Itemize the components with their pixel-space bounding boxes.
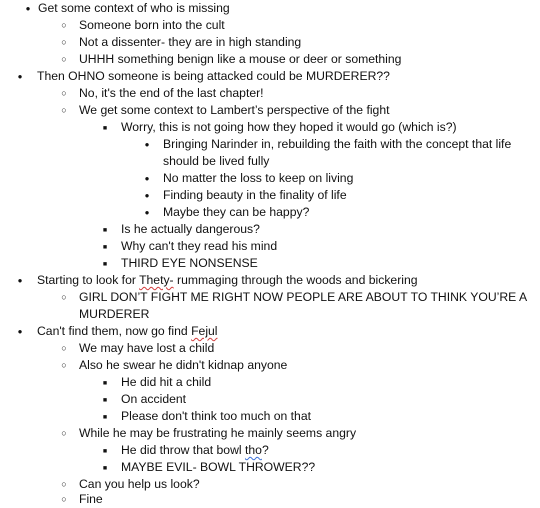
- list-item: [141, 187, 347, 204]
- list-item: [99, 408, 311, 425]
- bullet-disc: [141, 204, 153, 221]
- text-segment: Starting to look for: [37, 273, 140, 287]
- list-item-text: [37, 324, 218, 338]
- list-item-text: Fine: [79, 492, 103, 506]
- list-item-text: Why can't they read his mind: [121, 239, 278, 253]
- list-item: [99, 255, 258, 272]
- list-item: [58, 491, 103, 508]
- list-item-text: THIRD EYE NONSENSE: [121, 256, 258, 270]
- text-segment: rummaging through the woods and bickering: [173, 273, 418, 287]
- list-item-text: We get some context to Lambert’s perspective of the fight: [79, 103, 390, 117]
- list-item-text: Please don't think too much on that: [121, 409, 312, 423]
- list-item-text: No matter the loss to keep on living: [163, 171, 354, 185]
- bullet-circle: [58, 17, 70, 34]
- list-item-text: On accident: [121, 392, 187, 406]
- bullet-circle: [58, 34, 70, 51]
- bullet-disc: [141, 170, 153, 187]
- list-item: [14, 323, 218, 340]
- list-item-continuation: [79, 306, 149, 323]
- list-item-text: Then OHNO someone is being attacked could be MURDERER??: [37, 69, 390, 83]
- list-item: [99, 391, 186, 408]
- list-item-text: Bringing Narinder in, rebuilding the faith with the concept that life: [163, 137, 512, 151]
- list-item-text: Someone born into the cult: [79, 18, 225, 32]
- bullet-disc: [141, 136, 153, 153]
- list-item-continuation: [163, 153, 269, 170]
- list-item-text: Can you help us look?: [79, 477, 200, 491]
- bullet-circle: [58, 51, 70, 68]
- text-segment: ?: [261, 443, 269, 457]
- bullet-square: [99, 442, 111, 460]
- grammar-flagged-word[interactable]: tho: [244, 443, 262, 457]
- list-item: [58, 340, 214, 357]
- list-item-text: Not a dissenter- they are in high standing: [79, 35, 302, 49]
- bullet-disc: [14, 272, 26, 289]
- list-item: [141, 204, 309, 221]
- bullet-square: [99, 391, 111, 409]
- list-item-text: While he may be frustrating he mainly seems angry: [79, 426, 357, 440]
- list-item: [141, 136, 511, 153]
- list-item: [58, 357, 287, 374]
- list-item-text: MURDERER: [79, 307, 150, 321]
- list-item: [58, 289, 527, 306]
- list-item: [58, 425, 356, 442]
- bullet-circle: [58, 425, 70, 442]
- bullet-circle: [58, 340, 70, 357]
- list-item-text: GIRL DON’T FIGHT ME RIGHT NOW PEOPLE ARE ABOUT TO THINK YOU’RE A: [79, 290, 528, 304]
- list-item: [58, 51, 401, 68]
- list-item-text: Worry, this is not going how they hoped it would go (which is?): [121, 120, 457, 134]
- list-item-text: [37, 273, 418, 287]
- list-item-text: Maybe they can be happy?: [163, 205, 310, 219]
- bullet-square: [99, 374, 111, 392]
- list-item: [99, 459, 315, 476]
- list-item-text: No, it's the end of the last chapter!: [79, 86, 264, 100]
- list-item-text: He did hit a child: [121, 375, 212, 389]
- list-item: [22, 0, 230, 17]
- bullet-circle: [58, 491, 70, 508]
- spellcheck-flagged-word[interactable]: Thety-: [139, 273, 174, 287]
- list-item: [99, 119, 457, 136]
- spellcheck-flagged-word[interactable]: Fejul: [191, 324, 218, 338]
- bullet-disc: [22, 0, 34, 17]
- list-item: [99, 238, 277, 255]
- list-item: [99, 374, 211, 391]
- list-item: [58, 34, 301, 51]
- list-item-text: should be lived fully: [163, 154, 270, 168]
- list-item: [99, 442, 269, 459]
- bullet-square: [99, 221, 111, 239]
- bullet-square: [99, 238, 111, 256]
- text-segment: Can't find them, now go find: [37, 324, 192, 338]
- list-item-text: MAYBE EVIL- BOWL THROWER??: [121, 460, 316, 474]
- bullet-disc: [14, 68, 26, 85]
- text-segment: He did throw that bowl: [121, 443, 245, 457]
- bullet-square: [99, 408, 111, 426]
- list-item: [14, 68, 390, 85]
- list-item-text: We may have lost a child: [79, 341, 215, 355]
- bullet-circle: [58, 357, 70, 374]
- bullet-circle: [58, 102, 70, 119]
- list-item-text: Finding beauty in the finality of life: [163, 188, 347, 202]
- list-item: [141, 170, 353, 187]
- list-item-text: Also he swear he didn't kidnap anyone: [79, 358, 288, 372]
- list-item-text: Is he actually dangerous?: [121, 222, 260, 236]
- list-item-text: Get some context of who is missing: [38, 1, 230, 15]
- bullet-square: [99, 459, 111, 477]
- list-item-text: [121, 443, 269, 457]
- list-item-text: UHHH something benign like a mouse or deer or something: [79, 52, 402, 66]
- list-item: [58, 85, 264, 102]
- list-item: [58, 17, 225, 34]
- bullet-disc: [141, 187, 153, 204]
- bullet-square: [99, 255, 111, 273]
- bullet-circle: [58, 289, 70, 306]
- list-item: [99, 221, 260, 238]
- list-item: [14, 272, 418, 289]
- bullet-circle: [58, 85, 70, 102]
- bullet-square: [99, 119, 111, 137]
- bullet-disc: [14, 323, 26, 340]
- list-item: [58, 102, 390, 119]
